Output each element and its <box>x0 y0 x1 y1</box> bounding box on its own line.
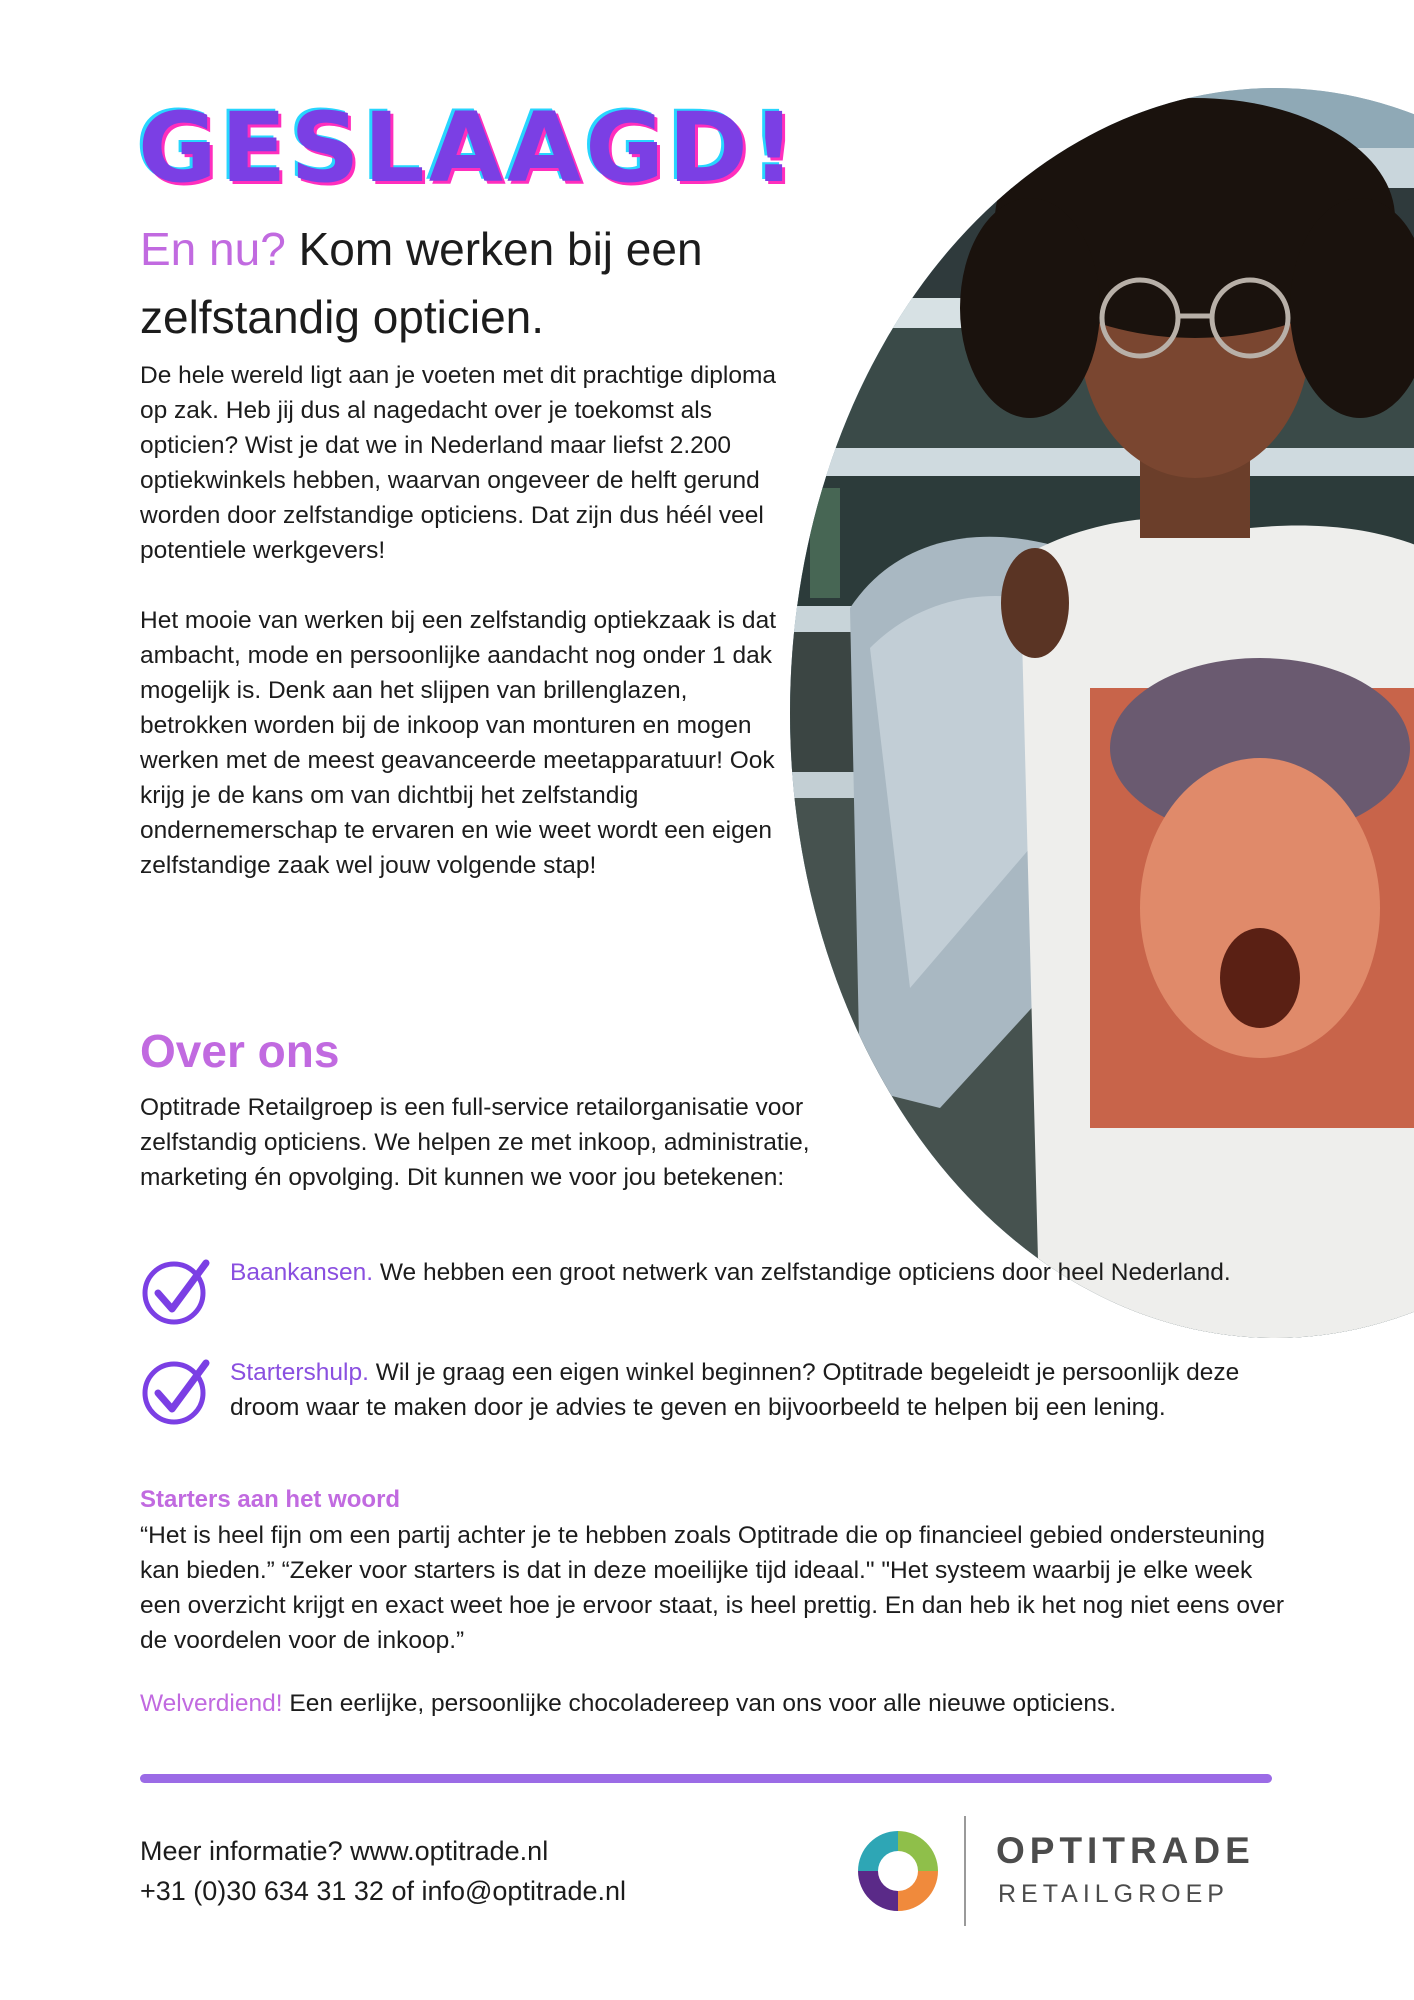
info-label: Meer informatie? <box>140 1836 343 1866</box>
website-link[interactable]: www.optitrade.nl <box>342 1836 549 1866</box>
reward-accent: Welverdiend! <box>140 1690 283 1717</box>
intro-text <box>140 358 780 918</box>
about-text: Optitrade Retailgroep is een full-service retailorganisatie voor zelfstandig opticiens. We helpen ze met inkoop, administratie, marketing én opvolging. Dit kunnen we voor jou betekenen: <box>140 1094 810 1191</box>
subheading <box>140 215 780 351</box>
intro-paragraph-2: Het mooie van werken bij een zelfstandig optiekzaak is dat ambacht, mode en persoonlijke aandacht nog onder 1 dak mogelijk is. Denk aan het slijpen van brillenglazen, betrokken worden bij de inkoop van monturen en mogen werken met de meest geavanceerde meetapparatuur! Ook krijg je de kans om van dichtbij het zelfstandig ondernemerschap te ervaren en wie weet wordt een eigen zelfstandige zaak wel jouw volgende stap! <box>140 607 776 879</box>
divider <box>140 1774 1272 1783</box>
benefit-item <box>140 1255 1270 1327</box>
logo-name: OPTITRADE <box>996 1830 1255 1871</box>
benefit-body: Wil je graag een eigen winkel beginnen? Optitrade begeleidt je persoonlijk deze droom waar te maken door je advies te geven en bijvoorbeeld te helpen bij een lening. <box>230 1359 1240 1421</box>
benefit-lead: Baankansen. <box>230 1259 374 1286</box>
check-circle-icon <box>140 1255 212 1327</box>
contact-line[interactable]: +31 (0)30 634 31 32 of info@optitrade.nl <box>140 1876 626 1906</box>
benefit-text <box>230 1255 1231 1327</box>
benefit-text <box>230 1355 1270 1427</box>
subheading-accent: En nu? <box>140 223 286 275</box>
about-heading: Over ons <box>140 1025 340 1077</box>
footer-info-line <box>140 1831 626 1871</box>
check-circle-icon <box>140 1355 212 1427</box>
reward-body: Een eerlijke, persoonlijke chocoladereep van ons voor alle nieuwe opticiens. <box>282 1690 1117 1717</box>
testimonials-text: “Het is heel fijn om een partij achter je te hebben zoals Optitrade die op financieel gebied ondersteuning kan bieden.” “Zeker voor starters is dat in deze moeilijke tijd ideaal." "Het systeem waarbij je elke week een overzicht krijgt en exact weet hoe je ervoor staat, is heel prettig. En dan heb ik het nog niet eens over de voordelen voor de inkoop.” <box>140 1522 1285 1654</box>
footer-contact <box>140 1831 626 1911</box>
subheading-rest: Kom werken bij een zelfstandig opticien. <box>140 223 703 343</box>
benefit-body: We hebben een groot netwerk van zelfstandige opticiens door heel Nederland. <box>373 1259 1231 1286</box>
benefit-lead: Startershulp. <box>230 1359 369 1386</box>
reward-text <box>140 1686 1300 1721</box>
benefit-item <box>140 1355 1270 1427</box>
testimonials-title: Starters aan het woord <box>140 1486 401 1513</box>
optitrade-logo-icon <box>857 1830 939 1912</box>
headline: GESLAAGD! <box>138 92 800 204</box>
logo-subtitle: RETAILGROEP <box>998 1880 1229 1908</box>
intro-paragraph-1: De hele wereld ligt aan je voeten met dit prachtige diploma op zak. Heb jij dus al nagedacht over je toekomst als opticien? Wist je dat we in Nederland maar liefst 2.200 optiekwinkels hebben, waarvan ongeveer de helft gerund worden door zelfstandige opticiens. Dat zijn dus héél veel potentiele werkgevers! <box>140 362 777 564</box>
logo-separator <box>964 1816 966 1926</box>
